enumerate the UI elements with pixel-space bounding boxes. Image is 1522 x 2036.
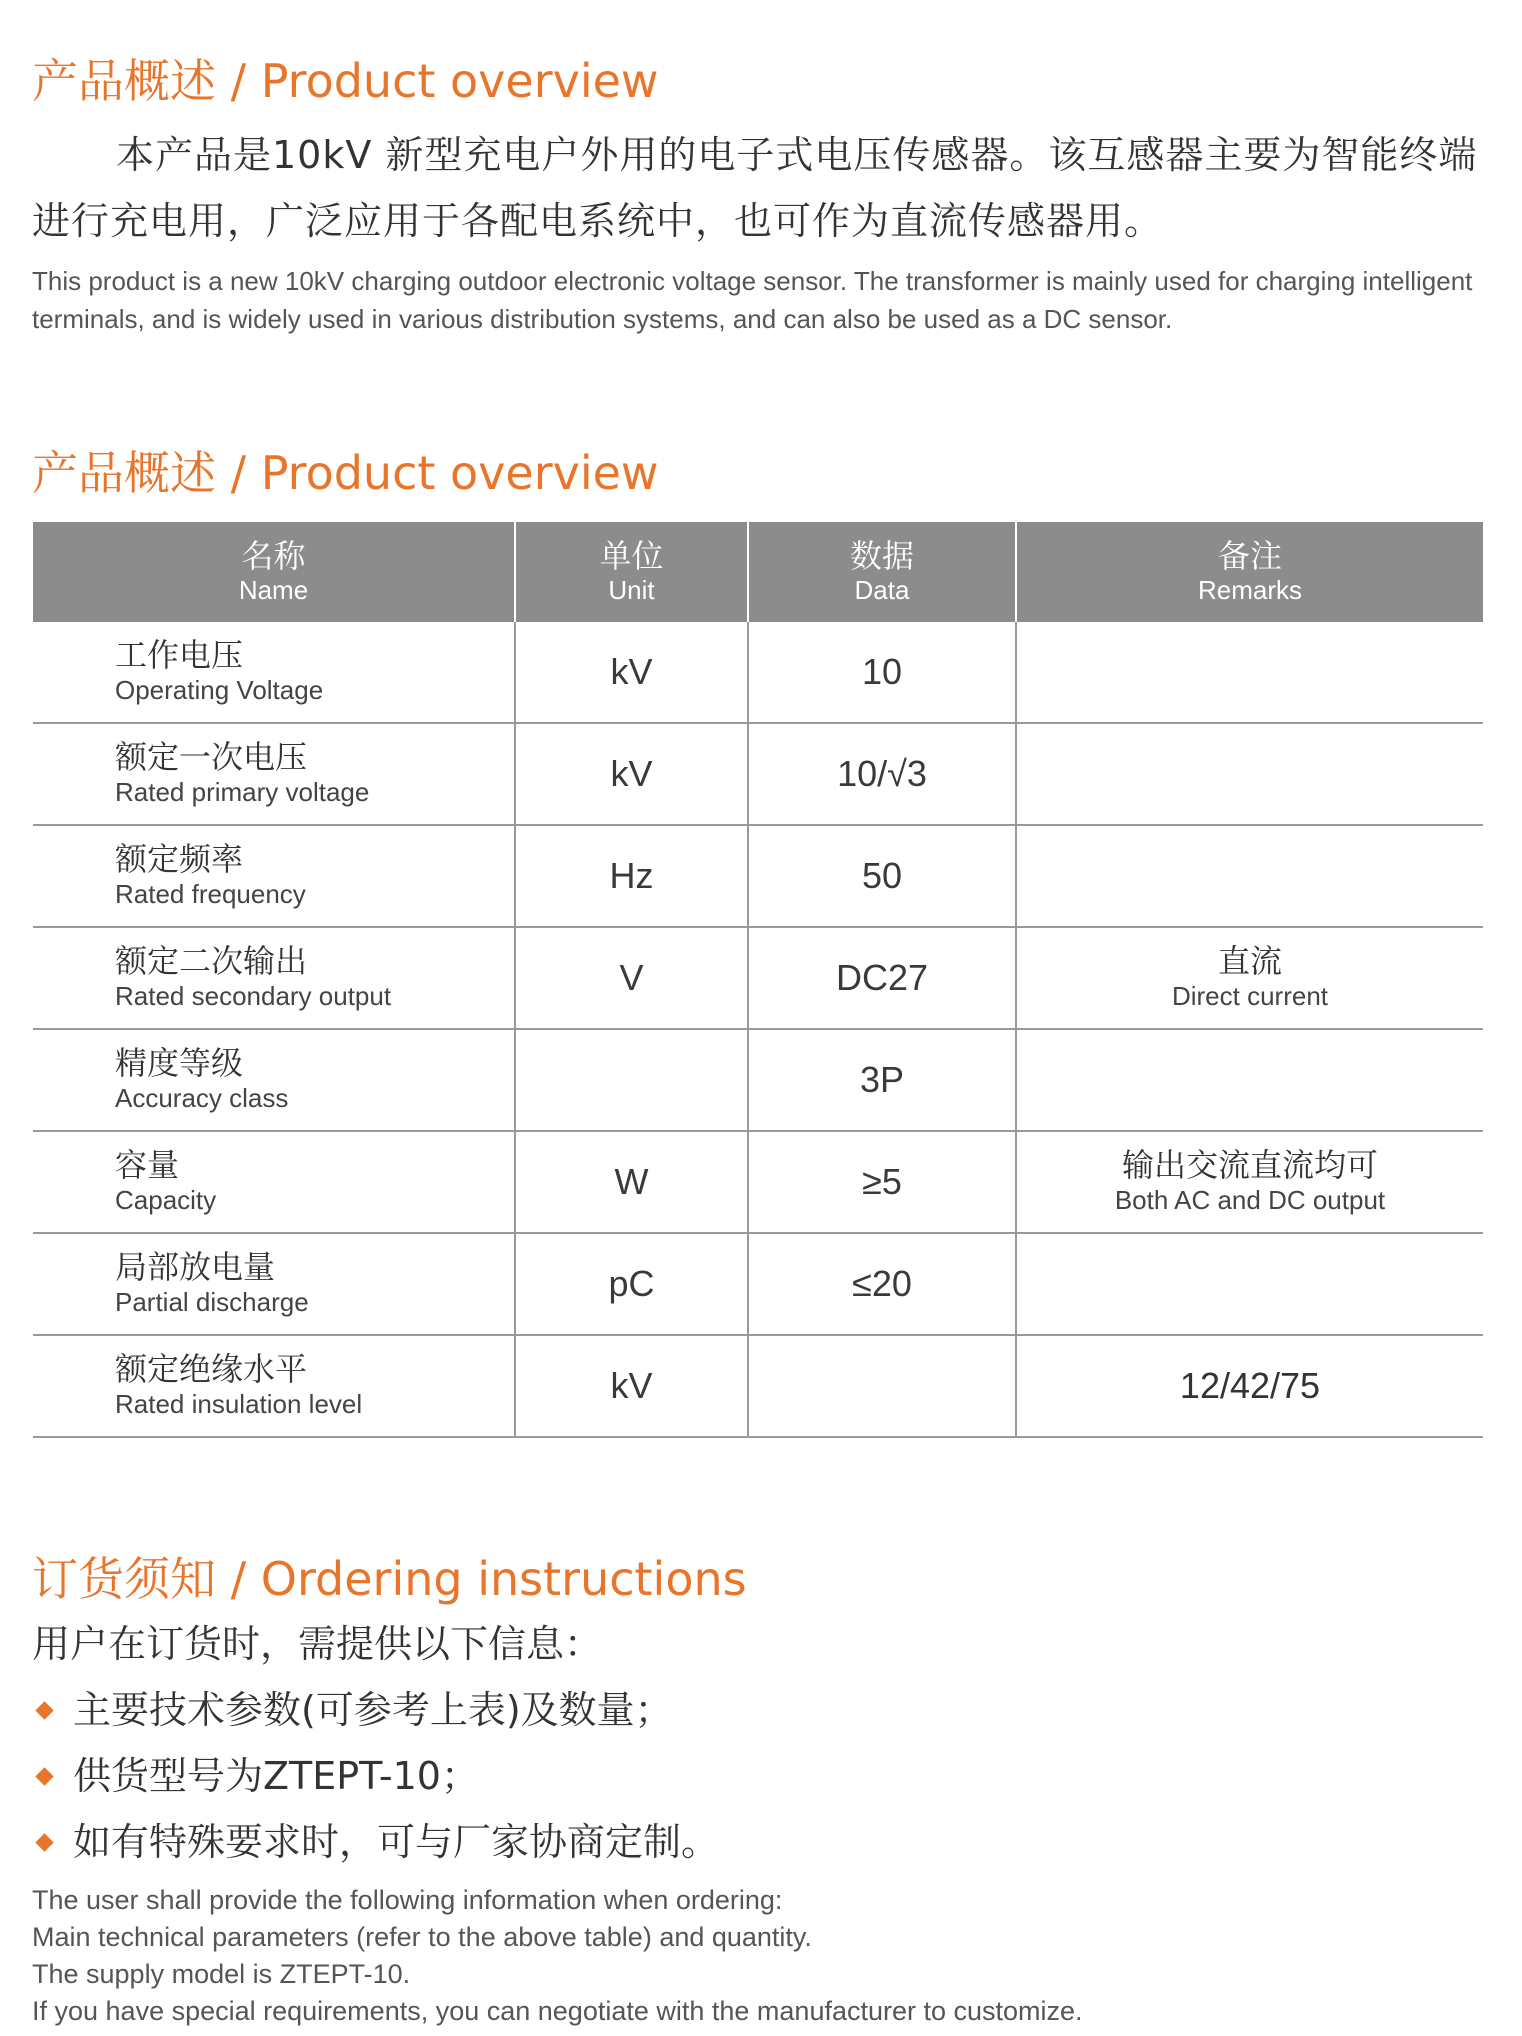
table-row — [33, 1335, 1483, 1437]
row-data: ≤20 — [748, 1233, 1016, 1335]
ordering-bullet — [32, 1820, 719, 1864]
row-name: 工作电压 Operating Voltage — [33, 622, 515, 723]
row-data: 3P — [748, 1029, 1016, 1131]
ordering-en-line: The user shall provide the following information when ordering: — [32, 1885, 783, 1915]
ordering-bullet-text: 供货型号为ZTEPT-10； — [73, 1754, 479, 1798]
row-unit: Hz — [515, 825, 748, 927]
row-remark: 输出交流直流均可 Both AC and DC output — [1016, 1131, 1483, 1233]
row-remark — [1016, 1029, 1483, 1131]
row-name: 额定绝缘水平 Rated insulation level — [33, 1335, 515, 1437]
row-unit: pC — [515, 1233, 748, 1335]
row-remark — [1016, 825, 1483, 927]
spec-title: 产品概述 / Product overview — [32, 446, 659, 500]
overview-title: 产品概述 / Product overview — [32, 54, 659, 108]
row-name: 容量 Capacity — [33, 1131, 515, 1233]
overview-cn-text: 本产品是10kV 新型充电户外用的电子式电压传感器。该互感器主要为智能终端进行充电用，广泛应用于各配电系统中，也可作为直流传感器用。 — [32, 133, 1478, 243]
row-name: 额定一次电压 Rated primary voltage — [33, 723, 515, 825]
ordering-en-line: The supply model is ZTEPT-10. — [32, 1959, 411, 1989]
row-unit: W — [515, 1131, 748, 1233]
row-data: 10 — [748, 622, 1016, 723]
table-row — [33, 825, 1483, 927]
table-row — [33, 723, 1483, 825]
table-row — [33, 1131, 1483, 1233]
row-unit: V — [515, 927, 748, 1029]
ordering-title: 订货须知 / Ordering instructions — [32, 1552, 747, 1606]
spec-table — [33, 522, 1483, 1438]
row-data: 50 — [748, 825, 1016, 927]
row-unit: kV — [515, 723, 748, 825]
row-unit: kV — [515, 622, 748, 723]
ordering-bullet — [32, 1754, 479, 1798]
row-name: 额定二次输出 Rated secondary output — [33, 927, 515, 1029]
table-row — [33, 622, 1483, 723]
ordering-bullet-text: 如有特殊要求时，可与厂家协商定制。 — [73, 1820, 720, 1864]
header-data: 数据 Data — [748, 522, 1016, 622]
ordering-en-line: If you have special requirements, you can negotiate with the manufacturer to customize. — [32, 1996, 1083, 2026]
ordering-intro: 用户在订货时，需提供以下信息： — [32, 1622, 603, 1666]
row-remark — [1016, 723, 1483, 825]
header-name: 名称 Name — [33, 522, 515, 622]
row-data — [748, 1335, 1016, 1437]
header-unit: 单位 Unit — [515, 522, 748, 622]
row-name: 精度等级 Accuracy class — [33, 1029, 515, 1131]
diamond-bullet-icon — [35, 1833, 53, 1851]
row-remark — [1016, 622, 1483, 723]
row-name: 额定频率 Rated frequency — [33, 825, 515, 927]
row-unit — [515, 1029, 748, 1131]
overview-en-text: This product is a new 10kV charging outdoor electronic voltage sensor. The transformer is mainly used for charging intelligent terminals, and is widely used in various distribution systems, and can also be used as a DC sensor. — [32, 266, 1473, 334]
row-remark — [1016, 1233, 1483, 1335]
row-name: 局部放电量 Partial discharge — [33, 1233, 515, 1335]
table-row — [33, 1029, 1483, 1131]
spec-header-row — [33, 522, 1483, 622]
row-data: 10/√3 — [748, 723, 1016, 825]
row-data: ≥5 — [748, 1131, 1016, 1233]
row-remark: 12/42/75 — [1016, 1335, 1483, 1437]
diamond-bullet-icon — [35, 1767, 53, 1785]
ordering-bullet-text: 主要技术参数(可参考上表)及数量； — [73, 1688, 673, 1732]
header-remarks: 备注 Remarks — [1016, 522, 1483, 622]
table-row — [33, 1233, 1483, 1335]
row-remark: 直流 Direct current — [1016, 927, 1483, 1029]
row-unit: kV — [515, 1335, 748, 1437]
table-row — [33, 927, 1483, 1029]
row-data: DC27 — [748, 927, 1016, 1029]
diamond-bullet-icon — [35, 1701, 53, 1719]
ordering-bullet — [32, 1688, 673, 1732]
ordering-en-line: Main technical parameters (refer to the above table) and quantity. — [32, 1922, 812, 1952]
